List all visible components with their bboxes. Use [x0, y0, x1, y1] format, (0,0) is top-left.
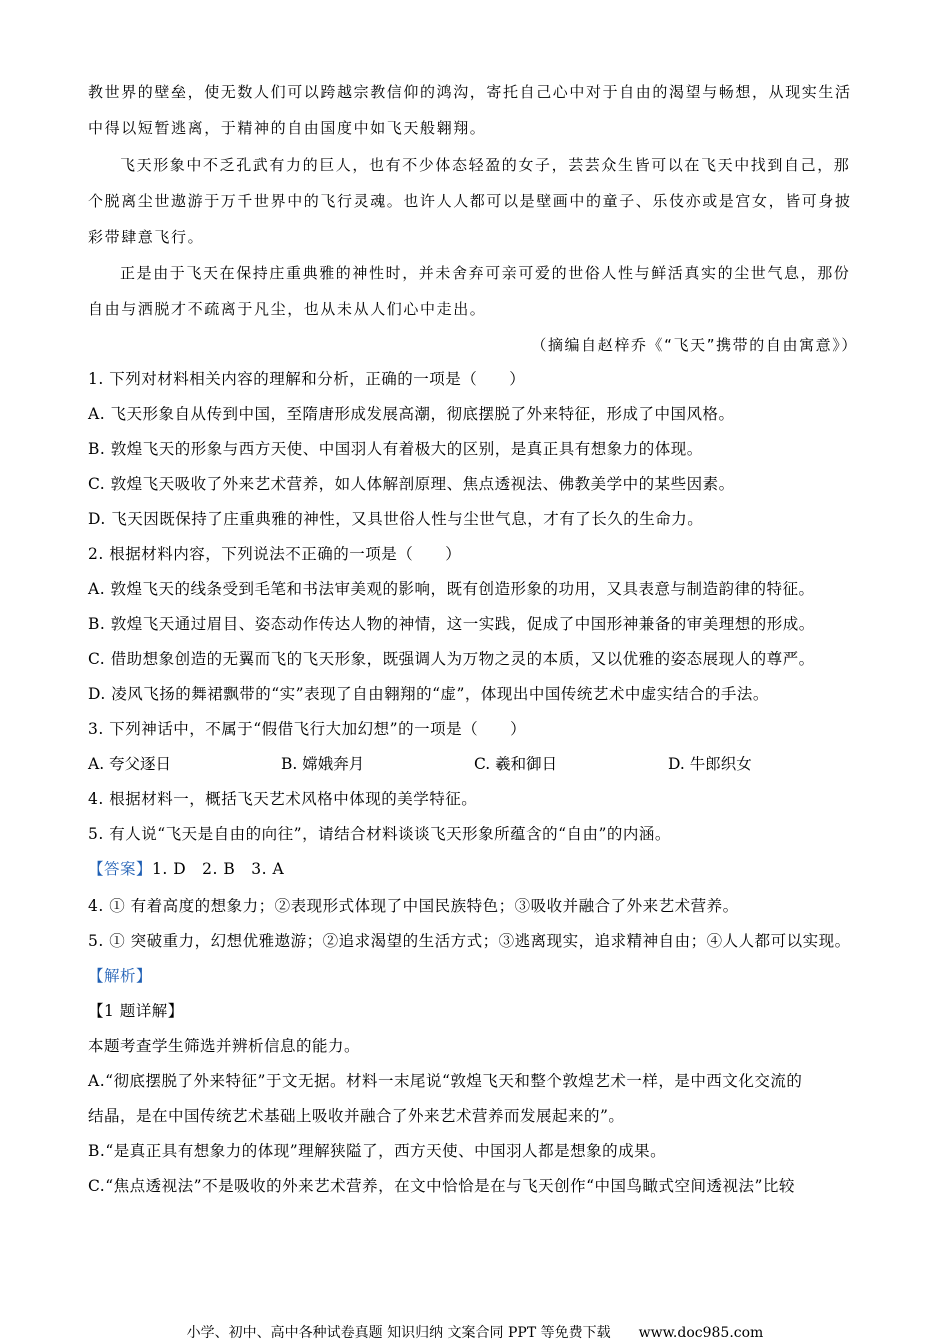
question-5: 5. 有人说“飞天是自由的向往”，请结合材料谈谈飞天形象所蕴含的“自由”的内涵。 — [88, 825, 671, 843]
passage-line: 教世界的壁垒，使无数人们可以跨越宗教信仰的鸿沟，寄托自己心中对于自由的渴望与畅想，从现实生活 — [88, 83, 852, 101]
analysis-line: 本题考查学生筛选并辨析信息的能力。 — [88, 1037, 361, 1055]
question-3-option-b: B. 嫦娥奔月 — [281, 755, 365, 773]
question-3-option-a: A. 夸父逐日 — [88, 755, 172, 773]
answer-line — [88, 859, 284, 879]
analysis-line: A.“彻底摆脱了外来特征”于文无据。材料一末尾说“敦煌飞天和整个敦煌艺术一样，是中西文化交流的 — [88, 1072, 803, 1090]
passage-source: （摘编自赵梓乔《“飞天”携带的自由寓意》） — [531, 336, 858, 354]
answer-4: 4. ① 有着高度的想象力；②表现形式体现了中国民族特色；③吸收并融合了外来艺术营养。 — [88, 897, 739, 915]
analysis-line: C.“焦点透视法”不是吸收的外来艺术营养，在文中恰恰是在与飞天创作“中国鸟瞰式空间透视法”比较 — [88, 1177, 795, 1195]
passage-line: 自由与洒脱才不疏离于凡尘，也从未从人们心中走出。 — [88, 300, 487, 318]
question-1-option-b: B. 敦煌飞天的形象与西方天使、中国羽人有着极大的区别，是真正具有想象力的体现。 — [88, 440, 703, 458]
question-4: 4. 根据材料一，概括飞天艺术风格中体现的美学特征。 — [88, 790, 478, 808]
passage-line: 正是由于飞天在保持庄重典雅的神性时，并未舍弃可亲可爱的世俗人性与鲜活真实的尘世气息，那份 — [120, 264, 851, 282]
analysis-line: 结晶，是在中国传统艺术基础上吸收并融合了外来艺术营养而发展起来的”。 — [88, 1107, 625, 1125]
page-footer: 小学、初中、高中各种试卷真题 知识归纳 文案合同 PPT 等免费下载 www.doc985.com — [186, 1325, 764, 1341]
question-2-option-a: A. 敦煌飞天的线条受到毛笔和书法审美观的影响，既有创造形象的功用，又具表意与制造韵律的特征。 — [88, 580, 815, 598]
passage-line: 飞天形象中不乏孔武有力的巨人，也有不少体态轻盈的女子，芸芸众生皆可以在飞天中找到自己，那 — [120, 156, 851, 174]
answer-5: 5. ① 突破重力，幻想优雅遨游；②追求渴望的生活方式；③逃离现实，追求精神自由；④人人都可以实现。 — [88, 932, 851, 950]
question-2-stem: 2. 根据材料内容，下列说法不正确的一项是（ ） — [88, 545, 462, 563]
passage-line: 彩带肆意飞行。 — [88, 228, 205, 246]
passage-line: 中得以短暂逃离，于精神的自由国度中如飞天般翱翔。 — [88, 119, 487, 137]
question-1-option-d: D. 飞天因既保持了庄重典雅的神性，又具世俗人性与尘世气息，才有了长久的生命力。 — [88, 510, 704, 528]
question-3-option-c: C. 羲和御日 — [474, 755, 558, 773]
analysis-tag: 【解析】 — [88, 967, 153, 985]
answer-tag: 【答案】 — [88, 860, 153, 878]
question-2-option-d: D. 凌风飞扬的舞裙飘带的“实”表现了自由翱翔的“虚”，体现出中国传统艺术中虚实结合的手法。 — [88, 685, 769, 703]
question-3-stem: 3. 下列神话中，不属于“假借飞行大加幻想”的一项是（ ） — [88, 720, 527, 738]
analysis-subheading: 【1 题详解】 — [88, 1002, 184, 1020]
question-1-option-a: A. 飞天形象自从传到中国，至隋唐形成发展高潮，彻底摆脱了外来特征，形成了中国风格。 — [88, 405, 735, 423]
passage-line: 个脱离尘世遨游于万千世界中的飞行灵魂。也许人人都可以是壁画中的童子、乐伎亦或是宫女，皆可身披 — [88, 192, 852, 210]
analysis-line: B.“是真正具有想象力的体现”理解狭隘了，西方天使、中国羽人都是想象的成果。 — [88, 1142, 667, 1160]
question-1-stem: 1. 下列对材料相关内容的理解和分析，正确的一项是（ ） — [88, 370, 526, 388]
answer-choices: 1. D 2. B 3. A — [152, 860, 285, 878]
question-3-option-d: D. 牛郎织女 — [668, 755, 752, 773]
question-1-option-c: C. 敦煌飞天吸收了外来艺术营养，如人体解剖原理、焦点透视法、佛教美学中的某些因素。 — [88, 475, 735, 493]
question-2-option-c: C. 借助想象创造的无翼而飞的飞天形象，既强调人为万物之灵的本质，又以优雅的姿态展现人的尊严。 — [88, 650, 815, 668]
question-2-option-b: B. 敦煌飞天通过眉目、姿态动作传达人物的神情，这一实践，促成了中国形神兼备的审美理想的形成。 — [88, 615, 815, 633]
